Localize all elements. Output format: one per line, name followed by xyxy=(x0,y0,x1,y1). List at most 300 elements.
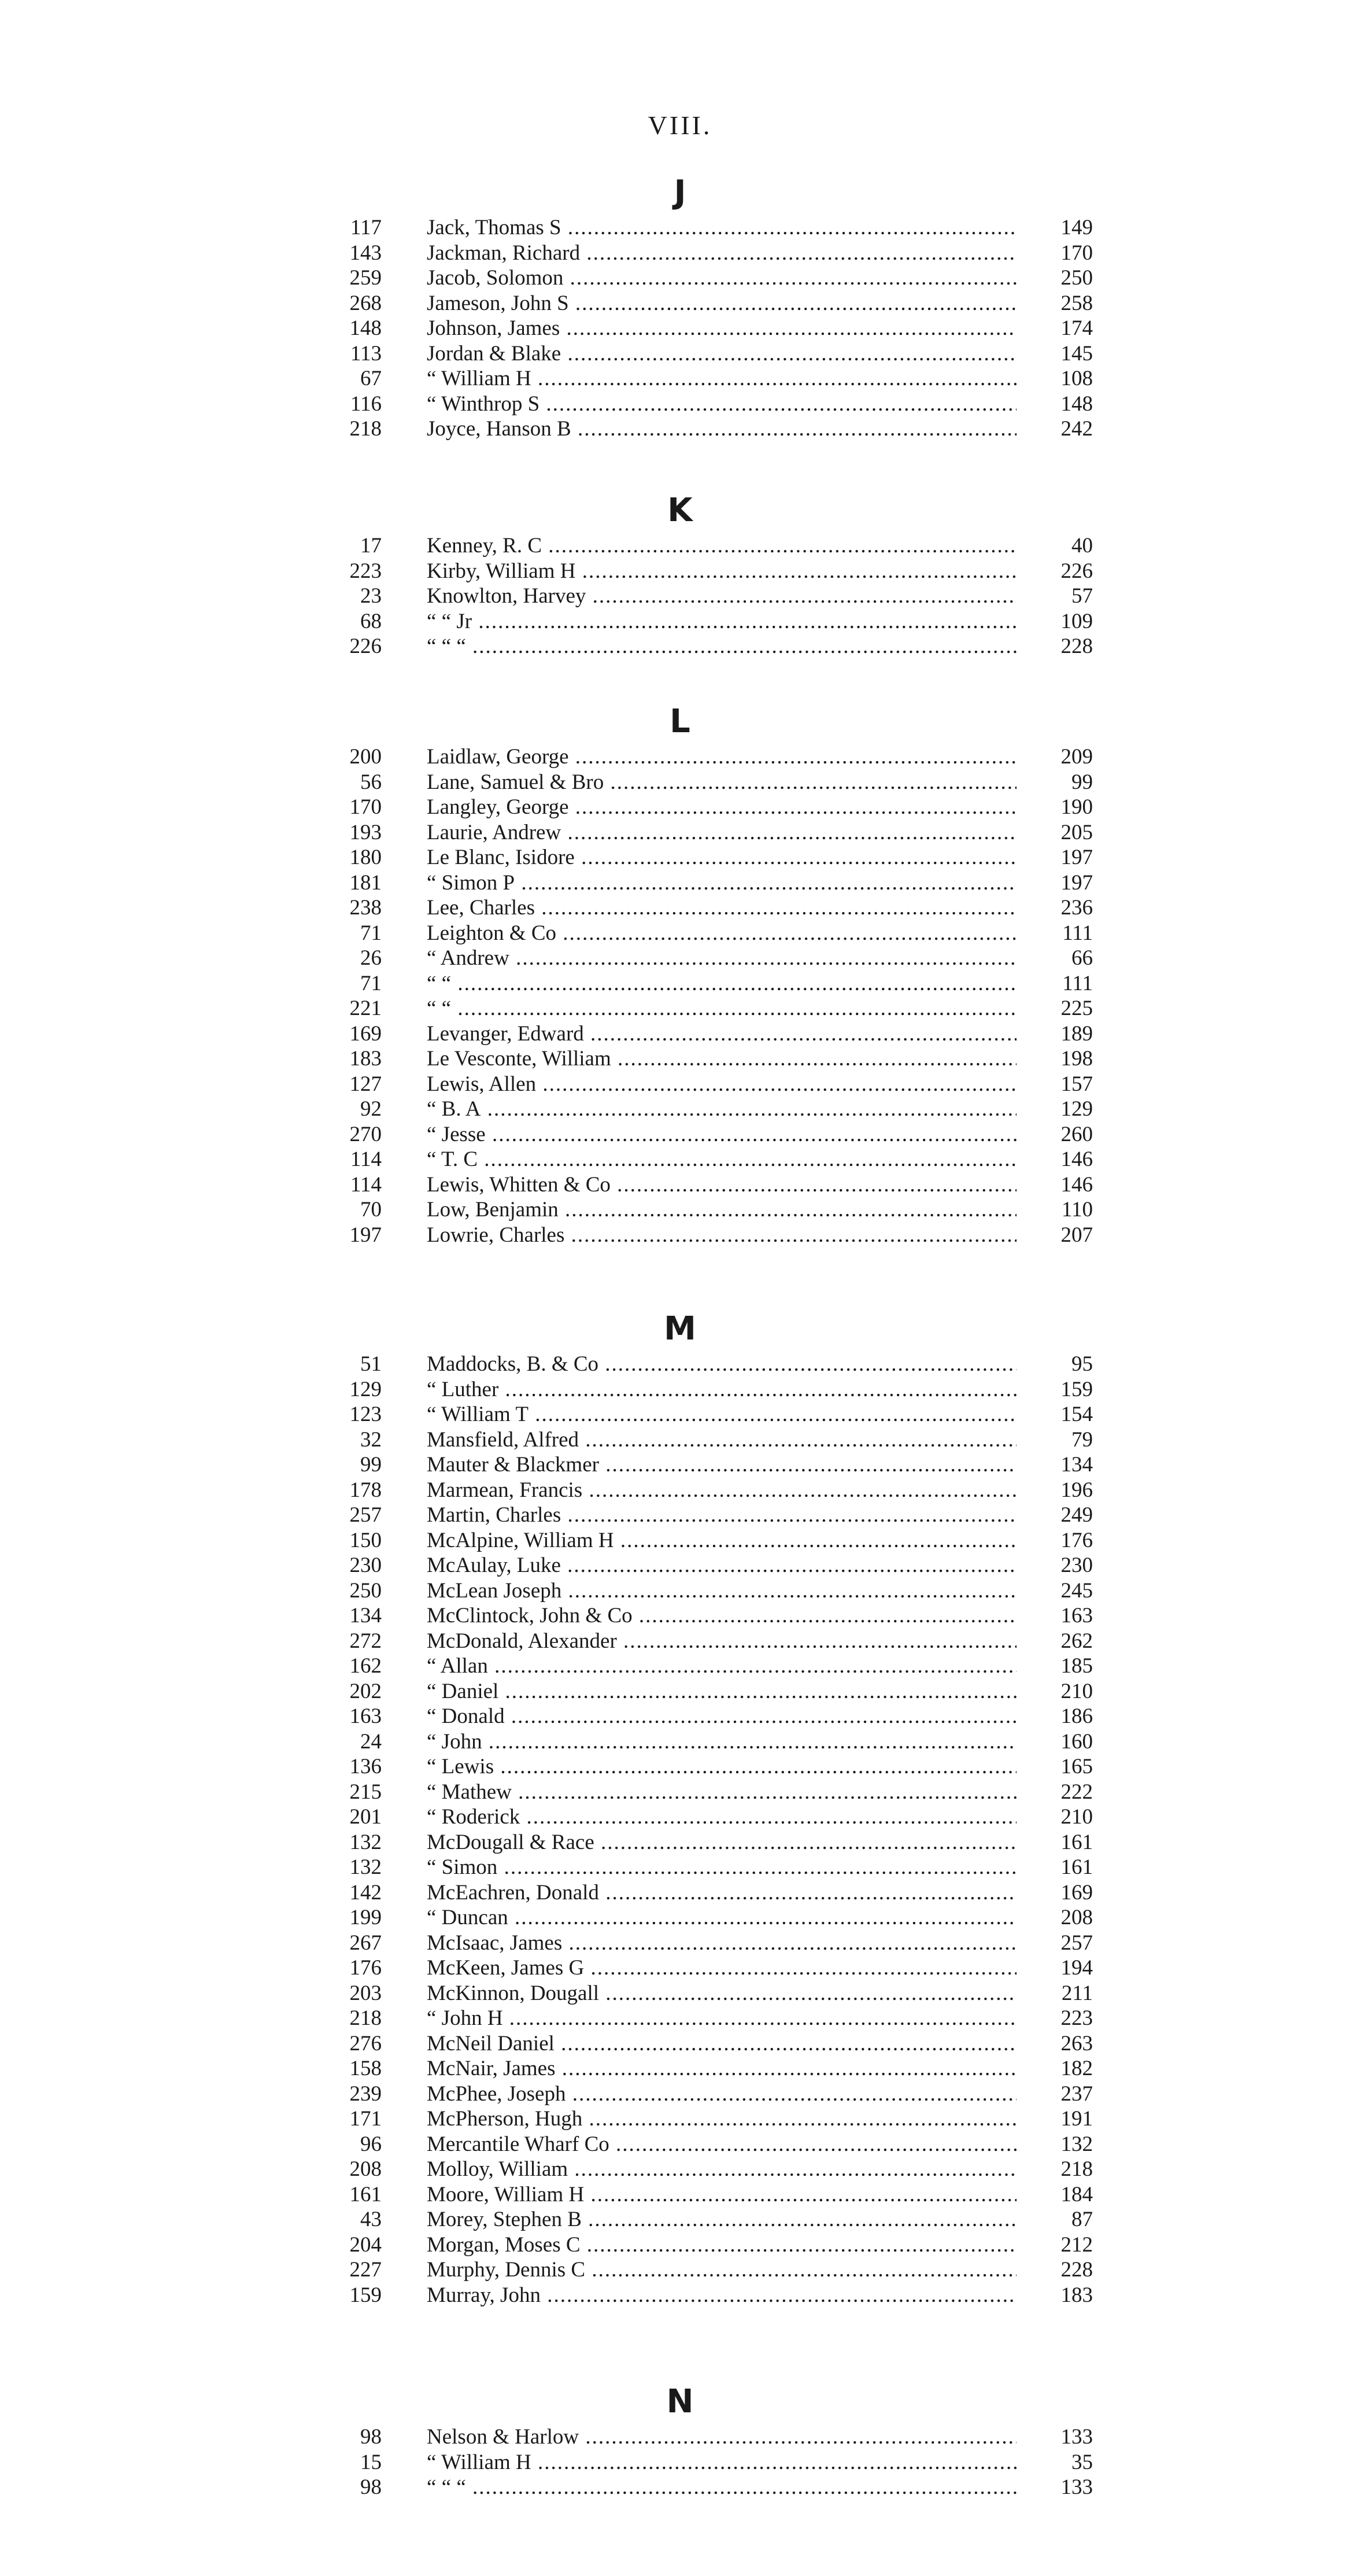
index-entry xyxy=(0,1855,1360,1880)
index-entry xyxy=(0,770,1360,795)
entry-name: “ William H ..... xyxy=(427,366,1017,392)
entry-ref-number: 23 xyxy=(360,584,382,608)
entry-name: “ Allan ..... xyxy=(427,1654,1017,1679)
entry-ref-number: 67 xyxy=(360,367,382,390)
entry-ref-number: 132 xyxy=(349,1830,382,1854)
entry-ref-number: 129 xyxy=(349,1377,382,1401)
index-entry xyxy=(0,1629,1360,1654)
entry-ref-number: 257 xyxy=(349,1503,382,1527)
entry-page-number: 263 xyxy=(1060,2031,1093,2055)
index-entry xyxy=(0,2056,1360,2082)
entry-name: Moore, William H ..... xyxy=(427,2182,1017,2208)
entry-ref-number: 226 xyxy=(349,634,382,658)
entry-page-number: 99 xyxy=(1071,770,1093,794)
entry-page-number: 165 xyxy=(1060,1755,1093,1778)
entry-page-number: 198 xyxy=(1060,1047,1093,1071)
index-entry xyxy=(0,1931,1360,1956)
entry-name: Langley, George ..... xyxy=(427,795,1017,820)
entry-name: Lewis, Whitten & Co ..... xyxy=(427,1172,1017,1198)
entry-name: McEachren, Donald ..... xyxy=(427,1880,1017,1906)
entry-ref-number: 270 xyxy=(349,1122,382,1146)
entry-name: McKinnon, Dougall ..... xyxy=(427,1981,1017,2006)
entry-name: “ “ Jr ..... xyxy=(427,609,1017,634)
entry-ref-number: 239 xyxy=(349,2082,382,2106)
entry-page-number: 111 xyxy=(1062,921,1093,945)
entry-ref-number: 171 xyxy=(349,2107,382,2131)
entry-name: Lane, Samuel & Bro ..... xyxy=(427,770,1017,795)
entry-ref-number: 150 xyxy=(349,1528,382,1552)
entry-page-number: 183 xyxy=(1060,2283,1093,2307)
section-letter: L xyxy=(670,703,690,740)
entry-ref-number: 148 xyxy=(349,316,382,340)
index-entry xyxy=(0,1679,1360,1704)
entry-page-number: 145 xyxy=(1060,341,1093,366)
entry-name: Leighton & Co ..... xyxy=(427,921,1017,946)
entry-page-number: 225 xyxy=(1060,997,1093,1020)
index-entry xyxy=(0,2232,1360,2258)
index-entry xyxy=(0,2006,1360,2031)
entry-ref-number: 181 xyxy=(349,870,382,895)
index-entry xyxy=(0,533,1360,559)
section-letter: J xyxy=(674,174,686,211)
index-entry xyxy=(0,1503,1360,1528)
index-entry xyxy=(0,1072,1360,1097)
entry-name: Morey, Stephen B ..... xyxy=(427,2207,1017,2232)
entry-page-number: 237 xyxy=(1060,2082,1093,2106)
index-entry xyxy=(0,316,1360,341)
entry-name: Le Blanc, Isidore ..... xyxy=(427,845,1017,870)
entry-page-number: 79 xyxy=(1071,1427,1093,1452)
entry-name: Lowrie, Charles ..... xyxy=(427,1223,1017,1248)
entry-name: Laurie, Andrew ..... xyxy=(427,820,1017,846)
entry-name: McPhee, Joseph ..... xyxy=(427,2082,1017,2107)
entry-page-number: 196 xyxy=(1060,1478,1093,1502)
entry-ref-number: 15 xyxy=(360,2450,382,2474)
entry-name: “ Andrew ..... xyxy=(427,946,1017,971)
entry-ref-number: 114 xyxy=(350,1172,382,1197)
entry-ref-number: 230 xyxy=(349,1553,382,1577)
entry-name: Mercantile Wharf Co ..... xyxy=(427,2132,1017,2157)
entry-ref-number: 201 xyxy=(349,1805,382,1829)
entry-page-number: 210 xyxy=(1060,1679,1093,1703)
entry-ref-number: 215 xyxy=(349,1780,382,1804)
index-entry xyxy=(0,1578,1360,1604)
entry-ref-number: 197 xyxy=(349,1223,382,1247)
entry-page-number: 257 xyxy=(1060,1931,1093,1955)
entry-ref-number: 113 xyxy=(350,341,382,366)
index-entry xyxy=(0,1172,1360,1198)
index-entry xyxy=(0,416,1360,442)
index-entry xyxy=(0,820,1360,846)
entry-ref-number: 162 xyxy=(349,1654,382,1678)
index-entry xyxy=(0,1880,1360,1906)
entry-page-number: 111 xyxy=(1062,971,1093,995)
entry-ref-number: 183 xyxy=(349,1047,382,1071)
entry-ref-number: 250 xyxy=(349,1578,382,1603)
index-entry xyxy=(0,996,1360,1021)
entry-ref-number: 203 xyxy=(349,1981,382,2005)
entry-ref-number: 200 xyxy=(349,745,382,769)
entry-page-number: 148 xyxy=(1060,392,1093,416)
entry-page-number: 218 xyxy=(1060,2157,1093,2181)
index-entry xyxy=(0,1478,1360,1503)
index-entry xyxy=(0,1402,1360,1427)
entry-ref-number: 17 xyxy=(360,534,382,558)
entry-page-number: 212 xyxy=(1060,2232,1093,2257)
index-entry xyxy=(0,1097,1360,1122)
index-entry xyxy=(0,1553,1360,1578)
entry-page-number: 110 xyxy=(1061,1198,1093,1221)
entry-ref-number: 169 xyxy=(349,1021,382,1046)
entry-name: Kenney, R. C ..... xyxy=(427,533,1017,559)
entry-name: “ William T ..... xyxy=(427,1402,1017,1427)
entry-ref-number: 272 xyxy=(349,1629,382,1653)
entry-name: Jordan & Blake ..... xyxy=(427,341,1017,367)
entry-page-number: 191 xyxy=(1060,2107,1093,2131)
entry-name: McNair, James ..... xyxy=(427,2056,1017,2082)
entry-page-number: 228 xyxy=(1060,2258,1093,2282)
entry-page-number: 242 xyxy=(1060,417,1093,441)
index-entry xyxy=(0,1021,1360,1047)
index-entry xyxy=(0,2283,1360,2308)
index-entry xyxy=(0,366,1360,392)
index-entry xyxy=(0,1955,1360,1981)
entry-page-number: 163 xyxy=(1060,1604,1093,1627)
entry-page-number: 207 xyxy=(1060,1223,1093,1247)
entry-page-number: 129 xyxy=(1060,1097,1093,1121)
entry-ref-number: 223 xyxy=(349,559,382,583)
entry-page-number: 35 xyxy=(1071,2450,1093,2474)
entry-name: Molloy, William ..... xyxy=(427,2157,1017,2182)
index-entry xyxy=(0,2475,1360,2500)
entry-name: Lewis, Allen ..... xyxy=(427,1072,1017,1097)
entry-page-number: 146 xyxy=(1060,1172,1093,1197)
entry-list xyxy=(0,1352,1360,2308)
entry-page-number: 230 xyxy=(1060,1553,1093,1577)
entry-ref-number: 202 xyxy=(349,1679,382,1703)
index-entry xyxy=(0,609,1360,634)
entry-name: Johnson, James ..... xyxy=(427,316,1017,341)
entry-ref-number: 123 xyxy=(349,1403,382,1426)
entry-ref-number: 56 xyxy=(360,770,382,794)
entry-page-number: 157 xyxy=(1060,1072,1093,1096)
entry-page-number: 170 xyxy=(1060,241,1093,265)
entry-name: “ “ ..... xyxy=(427,996,1017,1021)
entry-page-number: 184 xyxy=(1060,2182,1093,2206)
entry-page-number: 260 xyxy=(1060,1122,1093,1146)
entry-ref-number: 199 xyxy=(349,1906,382,1929)
entry-name: Morgan, Moses C ..... xyxy=(427,2232,1017,2258)
entry-page-number: 57 xyxy=(1071,584,1093,608)
index-entry xyxy=(0,2424,1360,2450)
entry-name: “ Duncan ..... xyxy=(427,1905,1017,1931)
entry-ref-number: 70 xyxy=(360,1198,382,1221)
entry-ref-number: 218 xyxy=(349,417,382,441)
entry-ref-number: 71 xyxy=(360,971,382,995)
entry-name: “ Daniel ..... xyxy=(427,1679,1017,1704)
entry-ref-number: 71 xyxy=(360,921,382,945)
entry-page-number: 132 xyxy=(1060,2132,1093,2156)
entry-name: Laidlaw, George ..... xyxy=(427,744,1017,770)
index-entry xyxy=(0,1830,1360,1855)
index-entry xyxy=(0,559,1360,584)
entry-name: “ Luther ..... xyxy=(427,1377,1017,1403)
entry-ref-number: 142 xyxy=(349,1880,382,1905)
entry-name: McNeil Daniel ..... xyxy=(427,2031,1017,2057)
entry-name: Murray, John ..... xyxy=(427,2283,1017,2308)
entry-page-number: 40 xyxy=(1071,534,1093,558)
index-entry xyxy=(0,265,1360,291)
entry-page-number: 182 xyxy=(1060,2057,1093,2080)
entry-page-number: 189 xyxy=(1060,1021,1093,1046)
entry-ref-number: 268 xyxy=(349,291,382,315)
section-letter: K xyxy=(667,492,693,529)
entry-ref-number: 204 xyxy=(349,2232,382,2257)
index-entry xyxy=(0,1780,1360,1805)
entry-ref-number: 134 xyxy=(349,1604,382,1627)
index-entry xyxy=(0,1377,1360,1403)
entry-page-number: 160 xyxy=(1060,1729,1093,1754)
entry-page-number: 161 xyxy=(1060,1830,1093,1854)
index-entry xyxy=(0,845,1360,870)
index-entry xyxy=(0,1981,1360,2006)
entry-name: Jack, Thomas S ..... xyxy=(427,215,1017,241)
index-entry xyxy=(0,341,1360,367)
entry-name: McIsaac, James ..... xyxy=(427,1931,1017,1956)
index-entry xyxy=(0,1528,1360,1553)
entry-page-number: 190 xyxy=(1060,795,1093,819)
entry-name: “ Donald ..... xyxy=(427,1704,1017,1729)
entry-page-number: 154 xyxy=(1060,1403,1093,1426)
index-entry xyxy=(0,1704,1360,1729)
entry-ref-number: 96 xyxy=(360,2132,382,2156)
entry-name: Joyce, Hanson B ..... xyxy=(427,416,1017,442)
index-entry xyxy=(0,744,1360,770)
index-entry xyxy=(0,2031,1360,2057)
index-entry xyxy=(0,1729,1360,1755)
entry-page-number: 226 xyxy=(1060,559,1093,583)
index-entry xyxy=(0,1122,1360,1147)
index-entry xyxy=(0,1197,1360,1223)
entry-page-number: 245 xyxy=(1060,1578,1093,1603)
entry-name: “ John ..... xyxy=(427,1729,1017,1755)
entry-ref-number: 178 xyxy=(349,1478,382,1502)
entry-page-number: 174 xyxy=(1060,316,1093,340)
entry-name: McAlpine, William H ..... xyxy=(427,1528,1017,1553)
entry-name: “ John H ..... xyxy=(427,2006,1017,2031)
entry-ref-number: 163 xyxy=(349,1704,382,1728)
entry-name: McDougall & Race ..... xyxy=(427,1830,1017,1855)
entry-name: McClintock, John & Co ..... xyxy=(427,1603,1017,1629)
entry-page-number: 66 xyxy=(1071,946,1093,970)
section-letter: N xyxy=(666,2383,694,2420)
entry-page-number: 197 xyxy=(1060,870,1093,895)
entry-ref-number: 117 xyxy=(350,216,382,239)
entry-ref-number: 98 xyxy=(360,2425,382,2449)
entry-ref-number: 259 xyxy=(349,266,382,290)
entry-page-number: 249 xyxy=(1060,1503,1093,1527)
entry-ref-number: 276 xyxy=(349,2031,382,2055)
entry-ref-number: 99 xyxy=(360,1453,382,1477)
index-entry xyxy=(0,1804,1360,1830)
index-entry xyxy=(0,392,1360,417)
entry-page-number: 108 xyxy=(1060,367,1093,390)
entry-ref-number: 227 xyxy=(349,2258,382,2282)
index-entry xyxy=(0,1223,1360,1248)
entry-list xyxy=(0,2424,1360,2500)
entry-name: “ Simon P ..... xyxy=(427,870,1017,896)
entry-ref-number: 176 xyxy=(349,1956,382,1980)
entry-name: McPherson, Hugh ..... xyxy=(427,2106,1017,2132)
index-entry xyxy=(0,921,1360,946)
index-entry xyxy=(0,2157,1360,2182)
entry-name: Levanger, Edward ..... xyxy=(427,1021,1017,1047)
entry-ref-number: 143 xyxy=(349,241,382,265)
entry-name: Mauter & Blackmer ..... xyxy=(427,1452,1017,1478)
entry-list xyxy=(0,533,1360,659)
index-entry xyxy=(0,1754,1360,1780)
entry-name: Le Vesconte, William ..... xyxy=(427,1046,1017,1072)
entry-ref-number: 180 xyxy=(349,846,382,869)
entry-list xyxy=(0,215,1360,442)
entry-ref-number: 208 xyxy=(349,2157,382,2181)
entry-ref-number: 218 xyxy=(349,2006,382,2030)
entry-name: “ “ “ ..... xyxy=(427,2475,1017,2500)
entry-name: Murphy, Dennis C ..... xyxy=(427,2257,1017,2283)
entry-page-number: 211 xyxy=(1061,1981,1093,2005)
entry-name: “ William H ..... xyxy=(427,2450,1017,2475)
index-entry xyxy=(0,291,1360,316)
entry-name: “ T. C ..... xyxy=(427,1147,1017,1172)
entry-ref-number: 114 xyxy=(350,1147,382,1171)
index-entry xyxy=(0,795,1360,820)
entry-page-number: 134 xyxy=(1060,1453,1093,1477)
entry-page-number: 209 xyxy=(1060,745,1093,769)
entry-name: “ “ ..... xyxy=(427,971,1017,997)
entry-name: McKeen, James G ..... xyxy=(427,1955,1017,1981)
entry-name: Maddocks, B. & Co ..... xyxy=(427,1352,1017,1377)
entry-name: Jackman, Richard ..... xyxy=(427,241,1017,266)
entry-page-number: 250 xyxy=(1060,266,1093,290)
index-entry xyxy=(0,634,1360,659)
index-entry xyxy=(0,1352,1360,1377)
entry-ref-number: 32 xyxy=(360,1427,382,1452)
entry-ref-number: 116 xyxy=(350,392,382,416)
index-entry xyxy=(0,584,1360,609)
section-letter: M xyxy=(664,1310,696,1348)
entry-name: Martin, Charles ..... xyxy=(427,1503,1017,1528)
index-entry xyxy=(0,971,1360,997)
entry-page-number: 223 xyxy=(1060,2006,1093,2030)
index-entry xyxy=(0,1147,1360,1172)
entry-page-number: 262 xyxy=(1060,1629,1093,1653)
entry-ref-number: 158 xyxy=(349,2057,382,2080)
index-entry xyxy=(0,1452,1360,1478)
entry-name: “ Winthrop S ..... xyxy=(427,392,1017,417)
entry-name: “ Jesse ..... xyxy=(427,1122,1017,1147)
entry-ref-number: 68 xyxy=(360,609,382,633)
entry-ref-number: 238 xyxy=(349,896,382,920)
entry-page-number: 236 xyxy=(1060,896,1093,920)
entry-page-number: 228 xyxy=(1060,634,1093,658)
entry-ref-number: 161 xyxy=(349,2182,382,2206)
entry-page-number: 149 xyxy=(1060,216,1093,239)
entry-name: McDonald, Alexander ..... xyxy=(427,1629,1017,1654)
entry-page-number: 210 xyxy=(1060,1805,1093,1829)
entry-ref-number: 24 xyxy=(360,1729,382,1754)
entry-ref-number: 26 xyxy=(360,946,382,970)
entry-page-number: 176 xyxy=(1060,1528,1093,1552)
entry-name: Nelson & Harlow ..... xyxy=(427,2424,1017,2450)
index-entry xyxy=(0,1603,1360,1629)
entry-page-number: 194 xyxy=(1060,1956,1093,1980)
entry-page-number: 258 xyxy=(1060,291,1093,315)
index-entry xyxy=(0,870,1360,896)
entry-page-number: 109 xyxy=(1060,609,1093,633)
entry-name: Mansfield, Alfred ..... xyxy=(427,1427,1017,1453)
entry-list xyxy=(0,744,1360,1248)
entry-name: “ Simon ..... xyxy=(427,1855,1017,1880)
entry-page-number: 186 xyxy=(1060,1704,1093,1728)
entry-ref-number: 51 xyxy=(360,1352,382,1376)
entry-name: “ “ “ ..... xyxy=(427,634,1017,659)
entry-name: Low, Benjamin ..... xyxy=(427,1197,1017,1223)
entry-ref-number: 43 xyxy=(360,2208,382,2231)
entry-name: Jacob, Solomon ..... xyxy=(427,265,1017,291)
entry-name: McAulay, Luke ..... xyxy=(427,1553,1017,1578)
index-entry xyxy=(0,2132,1360,2157)
entry-page-number: 197 xyxy=(1060,846,1093,869)
index-entry xyxy=(0,241,1360,266)
entry-name: Kirby, William H ..... xyxy=(427,559,1017,584)
entry-ref-number: 267 xyxy=(349,1931,382,1955)
entry-ref-number: 132 xyxy=(349,1855,382,1879)
entry-page-number: 133 xyxy=(1060,2425,1093,2449)
entry-name: Marmean, Francis ..... xyxy=(427,1478,1017,1503)
entry-name: Lee, Charles ..... xyxy=(427,895,1017,921)
entry-name: “ Lewis ..... xyxy=(427,1754,1017,1780)
entry-page-number: 146 xyxy=(1060,1147,1093,1171)
index-entry xyxy=(0,2082,1360,2107)
index-entry xyxy=(0,2106,1360,2132)
entry-ref-number: 136 xyxy=(349,1755,382,1778)
entry-ref-number: 159 xyxy=(349,2283,382,2307)
index-entry xyxy=(0,1654,1360,1679)
entry-page-number: 133 xyxy=(1060,2475,1093,2499)
entry-ref-number: 98 xyxy=(360,2475,382,2499)
entry-ref-number: 92 xyxy=(360,1097,382,1121)
entry-page-number: 95 xyxy=(1071,1352,1093,1376)
entry-ref-number: 221 xyxy=(349,997,382,1020)
index-entry xyxy=(0,2207,1360,2232)
entry-page-number: 159 xyxy=(1060,1377,1093,1401)
entry-name: “ Roderick ..... xyxy=(427,1804,1017,1830)
index-entry xyxy=(0,2257,1360,2283)
entry-name: McLean Joseph ..... xyxy=(427,1578,1017,1604)
entry-name: “ B. A ..... xyxy=(427,1097,1017,1122)
entry-name: Knowlton, Harvey ..... xyxy=(427,584,1017,609)
entry-ref-number: 127 xyxy=(349,1072,382,1096)
entry-page-number: 161 xyxy=(1060,1855,1093,1879)
index-entry xyxy=(0,1046,1360,1072)
index-entry xyxy=(0,2450,1360,2475)
entry-ref-number: 193 xyxy=(349,820,382,844)
entry-page-number: 208 xyxy=(1060,1906,1093,1929)
index-entry xyxy=(0,1427,1360,1453)
entry-ref-number: 170 xyxy=(349,795,382,819)
entry-name: “ Mathew ..... xyxy=(427,1780,1017,1805)
entry-page-number: 87 xyxy=(1071,2208,1093,2231)
